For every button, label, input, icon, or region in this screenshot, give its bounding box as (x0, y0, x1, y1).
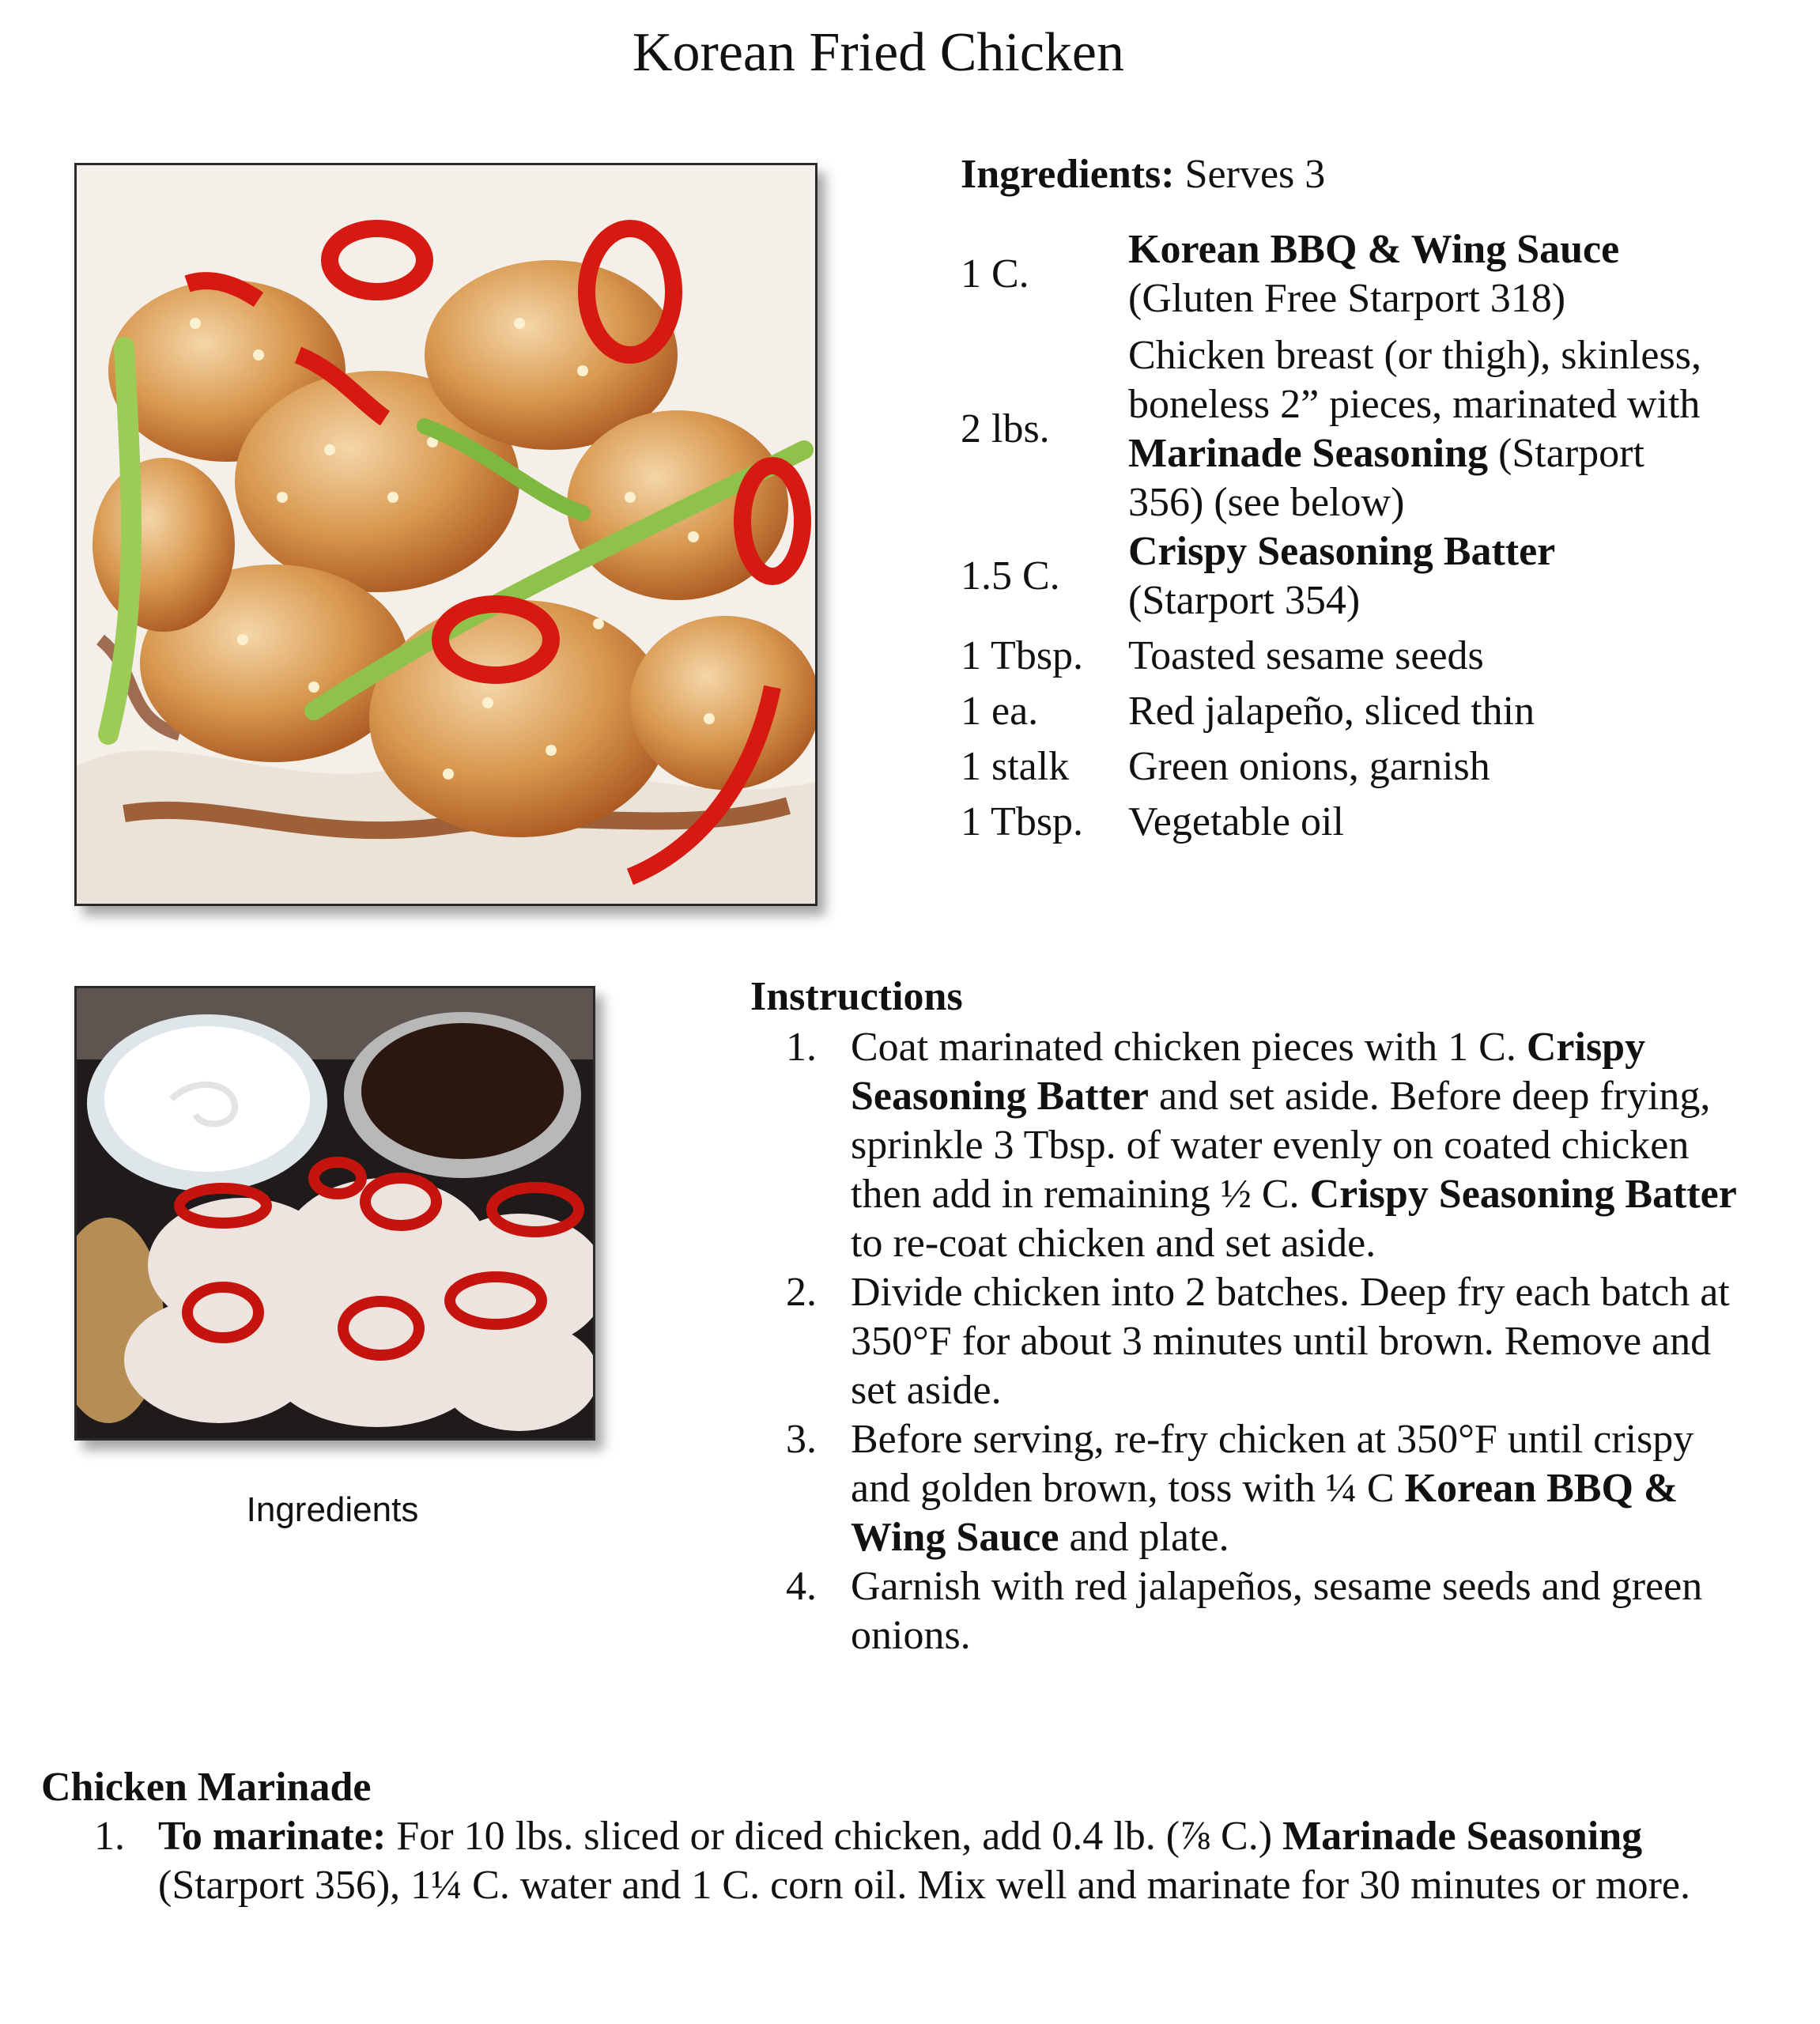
step-number: 1. (786, 1025, 817, 1070)
marinade-step (41, 1812, 1757, 1910)
ingredient-row (961, 527, 1704, 625)
instructions-section (750, 972, 1746, 1660)
ingredient-row (961, 625, 1704, 681)
ingredient-qty: 1 ea. (961, 689, 1039, 734)
ingredients-photo-caption: Ingredients (246, 1490, 419, 1529)
ingredient-desc: Green onions, garnish (1128, 744, 1490, 789)
instruction-step (750, 1415, 1746, 1562)
step-product: Crispy Seasoning Batter (1309, 1172, 1737, 1217)
ingredient-qty: 1 Tbsp. (961, 799, 1084, 844)
step-text: Coat marinated chicken pieces with 1 C. (851, 1025, 1516, 1070)
ingredient-qty: 1.5 C. (961, 553, 1060, 599)
ingredient-desc: Red jalapeño, sliced thin (1128, 689, 1535, 734)
ingredients-table (961, 225, 1704, 847)
ingredient-desc (1128, 323, 1704, 527)
ingredient-qty: 1 stalk (961, 744, 1070, 789)
step-text: Garnish with red jalapeños, sesame seeds and green onions. (851, 1564, 1703, 1658)
step-text: For 10 lbs. sliced or diced chicken, add 0.4 lb. (⅞ C.) (396, 1814, 1273, 1859)
ingredient-desc: Toasted sesame seeds (1128, 633, 1484, 678)
marinade-title: Chicken Marinade (41, 1765, 372, 1810)
ingredient-desc (1128, 225, 1704, 323)
instructions-list (750, 1023, 1746, 1660)
ingredient-detail: (Starport 356) (see below) (1128, 431, 1644, 525)
step-number: 3. (786, 1417, 817, 1462)
ingredient-product: Crispy Seasoning Batter (1128, 529, 1556, 574)
step-text: and plate. (1069, 1515, 1229, 1560)
step-text: and set aside. Before deep frying, sprinkle 3 Tbsp. of water evenly on coated chicken then add in remaining ½ C. (851, 1074, 1711, 1217)
korean-fried-chicken-photo (74, 163, 817, 906)
instruction-step (750, 1268, 1746, 1415)
ingredient-row (961, 681, 1704, 736)
marinade-section (41, 1763, 1757, 1910)
ingredient-desc: Vegetable oil (1128, 799, 1344, 844)
ingredient-desc (1128, 527, 1704, 625)
step-text: (Starport 356), 1¼ C. water and 1 C. corn oil. Mix well and marinate for 30 minutes or more. (158, 1863, 1691, 1908)
ingredient-qty: 1 C. (961, 251, 1029, 296)
ingredients-photo (74, 986, 595, 1441)
ingredient-product: Korean BBQ & Wing Sauce (1128, 227, 1620, 272)
step-product: Korean BBQ & Wing Sauce (851, 1466, 1678, 1560)
step-number: 1. (94, 1814, 125, 1859)
step-product: Marinade Seasoning (1282, 1814, 1643, 1859)
step-text: Divide chicken into 2 batches. Deep fry each batch at 350°F for about 3 minutes until brown. Remove and set aside. (851, 1270, 1730, 1413)
step-product: Crispy Seasoning Batter (851, 1025, 1646, 1119)
ingredient-detail: (Gluten Free Starport 318) (1128, 276, 1566, 321)
instructions-title: Instructions (750, 974, 963, 1019)
step-lead: To marinate: (158, 1814, 387, 1859)
ingredients-label: Ingredients: (961, 152, 1175, 197)
ingredient-detail: Chicken breast (or thigh), skinless, boneless 2” pieces, marinated with (1128, 333, 1701, 427)
ingredient-product: Marinade Seasoning (1128, 431, 1489, 476)
step-number: 2. (786, 1270, 817, 1315)
recipe-title: Korean Fried Chicken (632, 22, 1125, 83)
step-number: 4. (786, 1564, 817, 1609)
instruction-step (750, 1023, 1746, 1268)
ingredient-qty: 2 lbs. (961, 406, 1050, 451)
instruction-step (750, 1562, 1746, 1660)
step-text: Before serving, re-fry chicken at 350°F until crispy and golden brown, toss with ¼ C (851, 1417, 1694, 1511)
ingredient-qty: 1 Tbsp. (961, 633, 1084, 678)
ingredients-header (961, 149, 1325, 201)
marinade-list (41, 1812, 1757, 1910)
ingredient-row (961, 225, 1704, 323)
ingredient-row (961, 791, 1704, 847)
ingredient-row (961, 323, 1704, 527)
ingredient-detail: (Starport 354) (1128, 578, 1361, 623)
step-text: to re-coat chicken and set aside. (851, 1221, 1376, 1266)
serves-text: Serves 3 (1184, 152, 1326, 197)
ingredient-row (961, 736, 1704, 791)
